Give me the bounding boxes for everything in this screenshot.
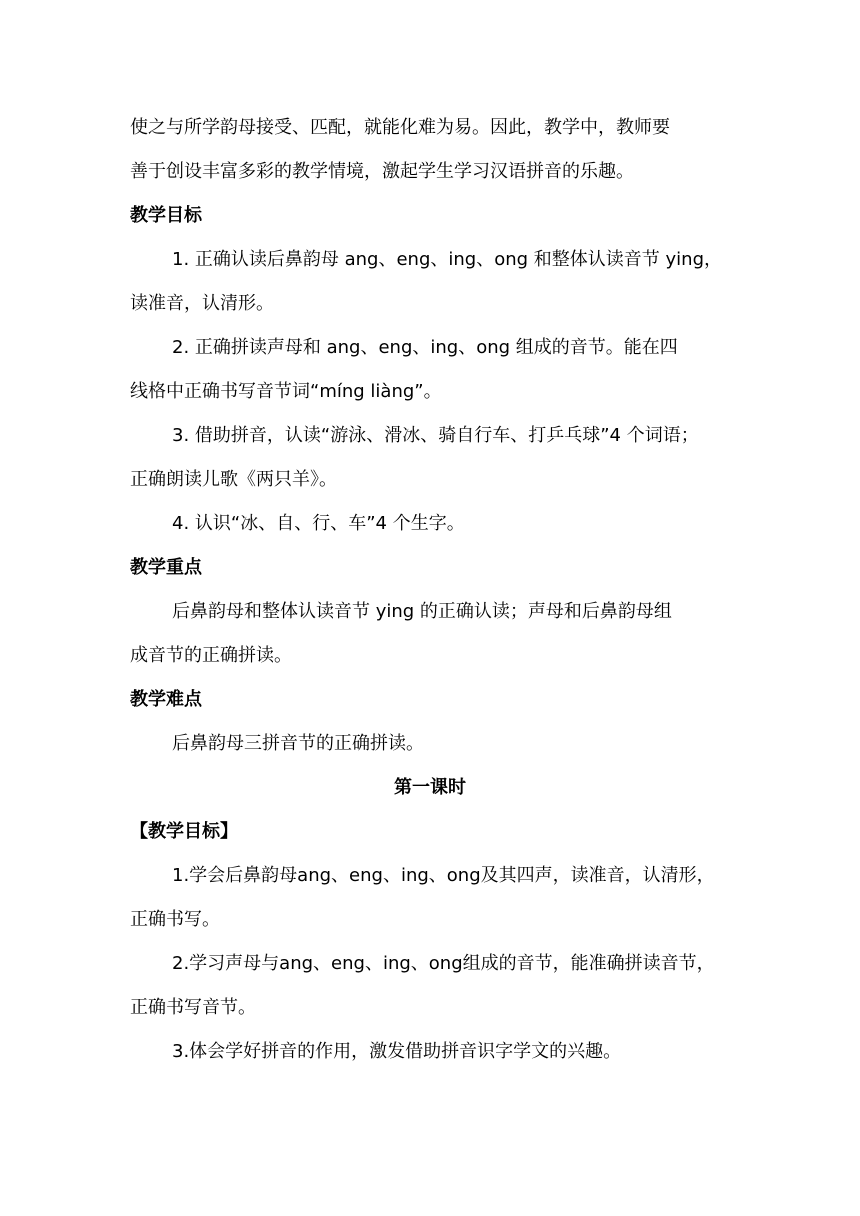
teaching-goals-heading: 教学目标 — [130, 205, 202, 226]
lesson-1-goal-1-line-1: 1.学会后鼻韵母ang、eng、ing、ong及其四声，读准音，认清形， — [172, 865, 715, 886]
goal-3-line-1: 3. 借助拼音，认读“游泳、滑冰、骑自行车、打乒乓球”4 个词语； — [172, 425, 699, 446]
goal-4-line-1: 4. 认识“冰、自、行、车”4 个生字。 — [172, 513, 465, 534]
lesson-1-goal-2-line-2: 正确书写音节。 — [130, 997, 256, 1018]
goal-2-line-1: 2. 正确拼读声母和 ang、eng、ing、ong 组成的音节。能在四 — [172, 337, 678, 358]
intro-line-2: 善于创设丰富多彩的教学情境，激起学生学习汉语拼音的乐趣。 — [130, 161, 634, 182]
lesson-1-title: 第一课时 — [394, 777, 466, 798]
difficulties-line-1: 后鼻韵母三拼音节的正确拼读。 — [172, 733, 424, 754]
goal-1-line-1: 1. 正确认读后鼻韵母 ang、eng、ing、ong 和整体认读音节 ying， — [172, 249, 722, 270]
goal-2-line-2: 线格中正确书写音节词“míng liàng”。 — [130, 381, 442, 402]
lesson-1-goal-3-line-1: 3.体会学好拼音的作用，激发借助拼音识字学文的兴趣。 — [172, 1041, 622, 1062]
lesson-1-goals-heading: 【教学目标】 — [130, 821, 238, 842]
lesson-1-goal-1-line-2: 正确书写。 — [130, 909, 220, 930]
lesson-1-goal-2-line-1: 2.学习声母与ang、eng、ing、ong组成的音节，能准确拼读音节， — [172, 953, 715, 974]
difficulties-heading: 教学难点 — [130, 689, 202, 710]
goal-3-line-2: 正确朗读儿歌《两只羊》。 — [130, 469, 337, 490]
key-points-heading: 教学重点 — [130, 557, 202, 578]
goal-1-line-2: 读准音，认清形。 — [130, 293, 274, 314]
intro-line-1: 使之与所学韵母接受、匹配，就能化难为易。因此，教学中，教师要 — [130, 117, 670, 138]
key-points-line-2: 成音节的正确拼读。 — [130, 645, 292, 666]
key-points-line-1: 后鼻韵母和整体认读音节 ying 的正确认读；声母和后鼻韵母组 — [172, 601, 672, 622]
document-page — [130, 106, 730, 1074]
